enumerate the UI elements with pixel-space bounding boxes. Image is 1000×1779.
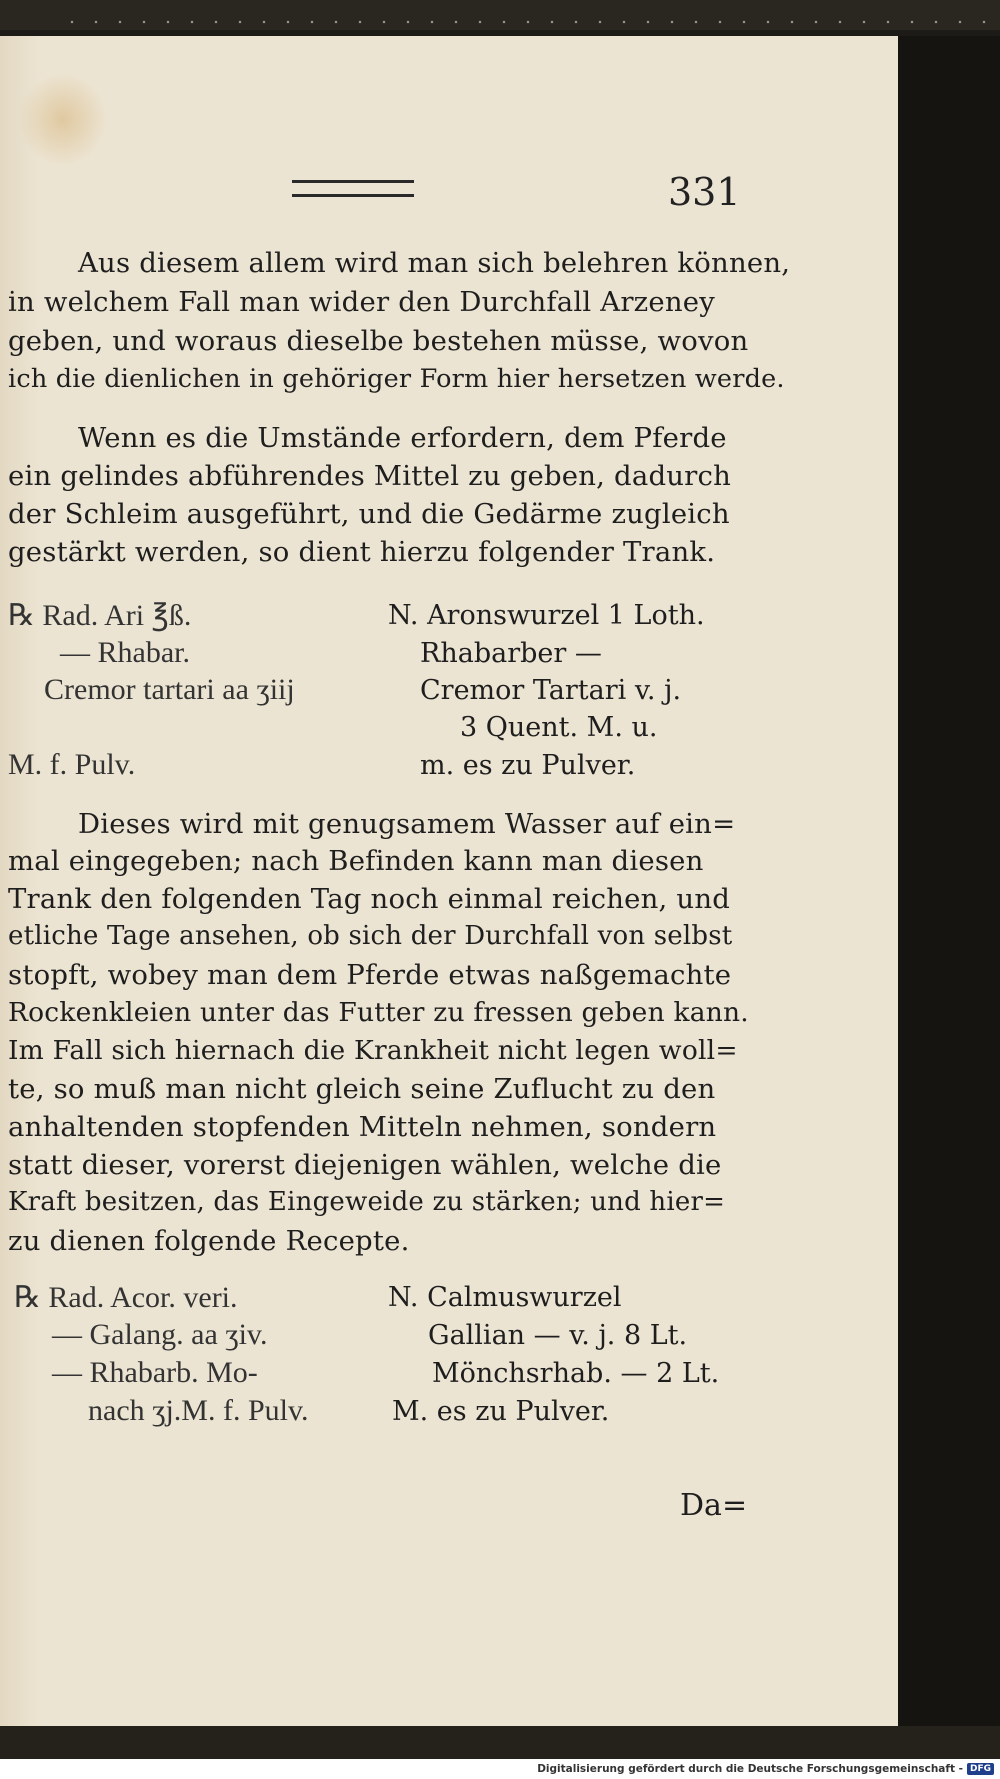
recipe-right-line: m. es zu Pulver. xyxy=(420,750,636,781)
text-line: Aus diesem allem wird man sich belehren können, xyxy=(78,247,791,279)
text-line: mal eingegeben; nach Befinden kann man diesen xyxy=(8,845,704,877)
text-line: statt dieser, vorerst diejenigen wählen, welche die xyxy=(8,1149,722,1181)
recipe-right-line: Mönchsrhab. — 2 Lt. xyxy=(432,1358,720,1389)
scan-dotted-edge xyxy=(60,20,995,24)
paper-stain xyxy=(18,72,108,167)
recipe-left-line: — Rhabarb. Mo- xyxy=(52,1356,258,1389)
recipe-right-line: N. Aronswurzel 1 Loth. xyxy=(388,600,705,631)
recipe-left-line: ℞ Rad. Ari ℥ß. xyxy=(8,599,192,632)
text-line: Wenn es die Umstände erfordern, dem Pferde xyxy=(78,422,727,454)
recipe-left-line: ℞ Rad. Acor. veri. xyxy=(14,1281,238,1314)
recipe-left-line: M. f. Pulv. xyxy=(8,748,136,781)
text-line: Rockenkleien unter das Futter zu fressen geben kann. xyxy=(8,997,749,1028)
recipe-right-line: Rhabarber — xyxy=(420,638,602,669)
text-line: stopft, wobey man dem Pferde etwas naßgemachte xyxy=(8,959,732,991)
recipe-left-line: nach ʒj.M. f. Pulv. xyxy=(88,1394,309,1427)
recipe-right-line: Gallian — v. j. 8 Lt. xyxy=(428,1320,688,1351)
text-line: Trank den folgenden Tag noch einmal reichen, und xyxy=(8,883,731,915)
text-line: gestärkt werden, so dient hierzu folgender Trank. xyxy=(8,536,716,568)
footer-credit: Digitalisierung gefördert durch die Deutsche Forschungsgemeinschaft - xyxy=(537,1763,963,1775)
scan-bottom-edge xyxy=(0,1726,1000,1759)
recipe-left-line: — Galang. aa ʒiv. xyxy=(52,1318,268,1351)
scan-right-edge xyxy=(898,36,1000,1726)
text-line: geben, und woraus dieselbe bestehen müsse, wovon xyxy=(8,325,749,357)
text-line: Kraft besitzen, das Eingeweide zu stärken; und hier= xyxy=(8,1187,726,1217)
text-line: anhaltenden stopfenden Mitteln nehmen, sondern xyxy=(8,1111,717,1143)
text-line: te, so muß man nicht gleich seine Zuflucht zu den xyxy=(8,1073,716,1105)
text-line: zu dienen folgende Recepte. xyxy=(8,1225,410,1257)
text-line: ein gelindes abführendes Mittel zu geben, dadurch xyxy=(8,460,732,492)
footer-bar xyxy=(0,1759,1000,1779)
recipe-left-line: — Rhabar. xyxy=(60,636,190,669)
recipe-right-line: M. es zu Pulver. xyxy=(392,1396,610,1427)
dfg-logo: DFG xyxy=(967,1763,994,1775)
text-line: ich die dienlichen in gehöriger Form hier hersetzen werde. xyxy=(8,364,785,394)
text-line: Im Fall sich hiernach die Krankheit nicht legen woll= xyxy=(8,1035,738,1066)
page-number: 331 xyxy=(668,170,741,214)
recipe-right-line: N. Calmuswurzel xyxy=(388,1282,622,1313)
recipe-right-line: Cremor Tartari v. j. xyxy=(420,675,682,706)
recipe-left-line: Cremor tartari aa ʒiij xyxy=(44,673,295,706)
recipe-right-line: 3 Quent. M. u. xyxy=(460,712,658,743)
header-rule xyxy=(292,180,414,197)
catchword: Da= xyxy=(680,1488,748,1523)
text-line: in welchem Fall man wider den Durchfall Arzeney xyxy=(8,286,715,318)
text-line: Dieses wird mit genugsamem Wasser auf ein= xyxy=(78,808,736,840)
scan-top-edge xyxy=(0,0,1000,30)
text-line: etliche Tage ansehen, ob sich der Durchfall von selbst xyxy=(8,921,733,951)
text-line: der Schleim ausgeführt, und die Gedärme zugleich xyxy=(8,498,730,530)
